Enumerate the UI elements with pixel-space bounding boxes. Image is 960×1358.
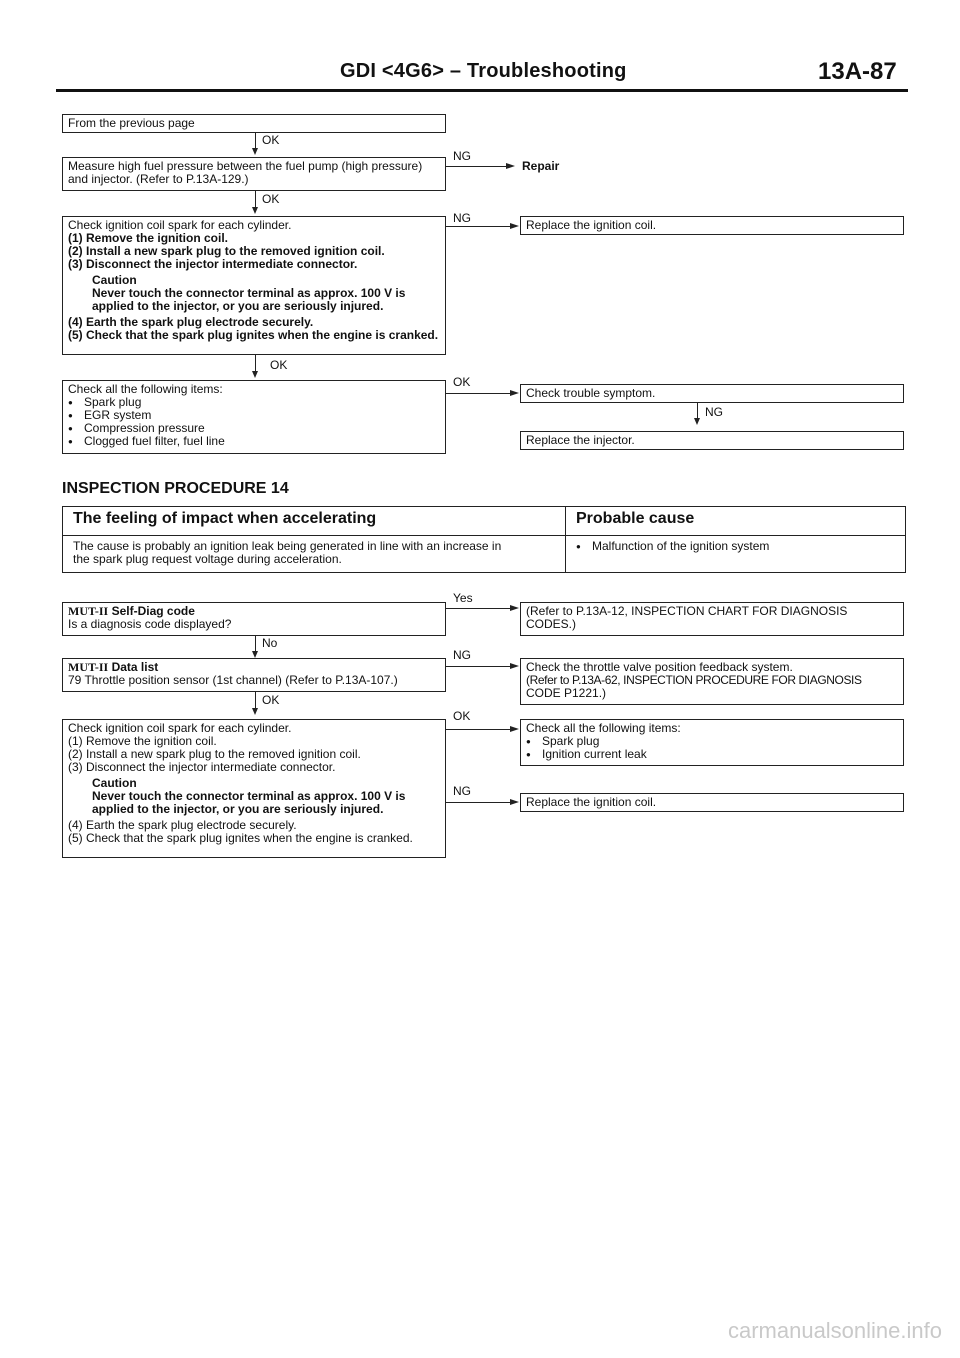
ok-label: OK <box>453 709 471 723</box>
from-previous-page-box <box>62 114 446 133</box>
ok-label: OK <box>262 693 280 707</box>
connector-line <box>255 191 256 208</box>
step-3: (3) Disconnect the injector intermediate connector. <box>68 257 358 271</box>
caution-line-1: Never touch the connector terminal as approx. 100 V is <box>92 789 406 803</box>
refer-chart-box <box>520 602 904 636</box>
ok-label: OK <box>270 358 288 372</box>
step-1: (1) Remove the ignition coil. <box>68 734 217 748</box>
symptom-header: The feeling of impact when accelerating <box>63 507 566 536</box>
replace-injector-text: Replace the injector. <box>526 433 635 447</box>
throttle-feedback-box <box>520 658 904 705</box>
replace-coil-box-2 <box>520 793 904 812</box>
mut-prefix: MUT-II <box>68 604 109 618</box>
ng-label: NG <box>453 784 471 798</box>
connector-line <box>255 636 256 652</box>
check-items-box-2 <box>520 719 904 766</box>
refer-chart-line-2: CODES.) <box>526 617 577 631</box>
connector-line <box>446 608 512 609</box>
throttle-line-2: (Refer to P.13A-62, INSPECTION PROCEDURE FOR DIAGNOSIS <box>526 673 862 687</box>
caution-line-2: applied to the injector, or you are seriously injured. <box>92 802 384 816</box>
check-item: ● Spark plug <box>526 735 898 748</box>
section-title: INSPECTION PROCEDURE 14 <box>62 480 289 497</box>
no-label: No <box>262 636 278 650</box>
yes-label: Yes <box>453 591 473 605</box>
symptom-line-1: The cause is probably an ignition leak being generated in line with an increase in <box>73 539 502 553</box>
replace-injector-box <box>520 431 904 450</box>
check-items-box <box>62 380 446 454</box>
check-item: ● Compression pressure <box>68 422 440 435</box>
data-list-item: 79 Throttle position sensor (1st channel) (Refer to P.13A-107.) <box>68 673 398 687</box>
arrow-down-icon <box>694 418 700 425</box>
replace-coil-text: Replace the ignition coil. <box>526 218 657 232</box>
cause-item: ● Malfunction of the ignition system <box>576 539 770 553</box>
check-symptom-text: Check trouble symptom. <box>526 386 656 400</box>
connector-line <box>446 802 512 803</box>
connector-line <box>255 355 256 372</box>
refer-chart-line-1: (Refer to P.13A-12, INSPECTION CHART FOR DIAGNOSIS <box>526 604 848 618</box>
caution-line-2: applied to the injector, or you are seriously injured. <box>92 299 384 313</box>
mut-prefix: MUT-II <box>68 660 109 674</box>
caution-title: Caution <box>92 273 137 287</box>
cause-header: Probable cause <box>566 507 906 536</box>
connector-line <box>446 166 508 167</box>
step-4: (4) Earth the spark plug electrode securely. <box>68 315 314 329</box>
cause-cell <box>566 536 906 573</box>
replace-coil-text: Replace the ignition coil. <box>526 795 657 809</box>
check-coil-spark-box <box>62 216 446 355</box>
ok-label: OK <box>453 375 471 389</box>
connector-line <box>446 666 512 667</box>
check-coil-line: Check ignition coil spark for each cylinder. <box>68 218 292 232</box>
step-5: (5) Check that the spark plug ignites when the engine is cranked. <box>68 831 413 845</box>
arrow-right-icon <box>510 663 519 669</box>
page-number: 13A-87 <box>818 58 897 85</box>
arrow-down-icon <box>252 708 258 715</box>
caution-line-1: Never touch the connector terminal as approx. 100 V is <box>92 286 406 300</box>
check-item: ● Spark plug <box>68 396 440 409</box>
connector-line <box>446 393 512 394</box>
step-2: (2) Install a new spark plug to the removed ignition coil. <box>68 244 385 258</box>
self-diag-question: Is a diagnosis code displayed? <box>68 617 232 631</box>
connector-line <box>446 729 512 730</box>
throttle-line-3: CODE P1221.) <box>526 686 607 700</box>
arrow-right-icon <box>510 799 519 805</box>
arrow-right-icon <box>510 390 519 396</box>
caution-title: Caution <box>92 776 137 790</box>
check-coil-spark-box-2 <box>62 719 446 858</box>
measure-line-1: Measure high fuel pressure between the fuel pump (high pressure) <box>68 159 423 173</box>
arrow-down-icon <box>252 371 258 378</box>
page-title: GDI <4G6> – Troubleshooting <box>340 60 627 82</box>
arrow-right-icon <box>506 163 515 169</box>
connector-line <box>446 226 512 227</box>
check-item: ● EGR system <box>68 409 440 422</box>
header-rule <box>56 89 908 92</box>
self-diag-box <box>62 602 446 636</box>
replace-coil-box <box>520 216 904 235</box>
from-previous-page-text: From the previous page <box>68 116 195 130</box>
throttle-line-1: Check the throttle valve position feedback system. <box>526 660 793 674</box>
symptom-cell <box>63 536 566 573</box>
data-list-box <box>62 658 446 692</box>
step-1: (1) Remove the ignition coil. <box>68 231 229 245</box>
check-symptom-box <box>520 384 904 403</box>
self-diag-title: Self-Diag code <box>111 604 195 618</box>
step-3: (3) Disconnect the injector intermediate connector. <box>68 760 336 774</box>
ng-label: NG <box>705 405 723 419</box>
symptom-line-2: the spark plug request voltage during acceleration. <box>73 552 342 566</box>
ng-label: NG <box>453 648 471 662</box>
step-5: (5) Check that the spark plug ignites when the engine is cranked. <box>68 328 439 342</box>
connector-line <box>255 133 256 149</box>
ng-label: NG <box>453 149 471 163</box>
watermark: carmanualsonline.info <box>727 1318 942 1343</box>
repair-text: Repair <box>522 159 560 173</box>
measure-line-2: and injector. (Refer to P.13A-129.) <box>68 172 249 186</box>
arrow-down-icon <box>252 148 258 155</box>
arrow-right-icon <box>510 605 519 611</box>
symptom-cause-table <box>62 506 906 573</box>
check-items-title: Check all the following items: <box>68 382 223 396</box>
check-item: ● Ignition current leak <box>526 748 898 761</box>
arrow-right-icon <box>510 726 519 732</box>
ok-label: OK <box>262 192 280 206</box>
arrow-right-icon <box>510 223 519 229</box>
check-items-title: Check all the following items: <box>526 721 681 735</box>
ng-label: NG <box>453 211 471 225</box>
ok-label: OK <box>262 133 280 147</box>
arrow-down-icon <box>252 651 258 658</box>
check-coil-line: Check ignition coil spark for each cylinder. <box>68 721 292 735</box>
step-4: (4) Earth the spark plug electrode securely. <box>68 818 297 832</box>
measure-fuel-pressure-box <box>62 157 446 191</box>
connector-line <box>697 403 698 419</box>
data-list-title: Data list <box>111 660 159 674</box>
check-item: ● Clogged fuel filter, fuel line <box>68 435 440 448</box>
connector-line <box>255 692 256 709</box>
step-2: (2) Install a new spark plug to the removed ignition coil. <box>68 747 361 761</box>
arrow-down-icon <box>252 207 258 214</box>
